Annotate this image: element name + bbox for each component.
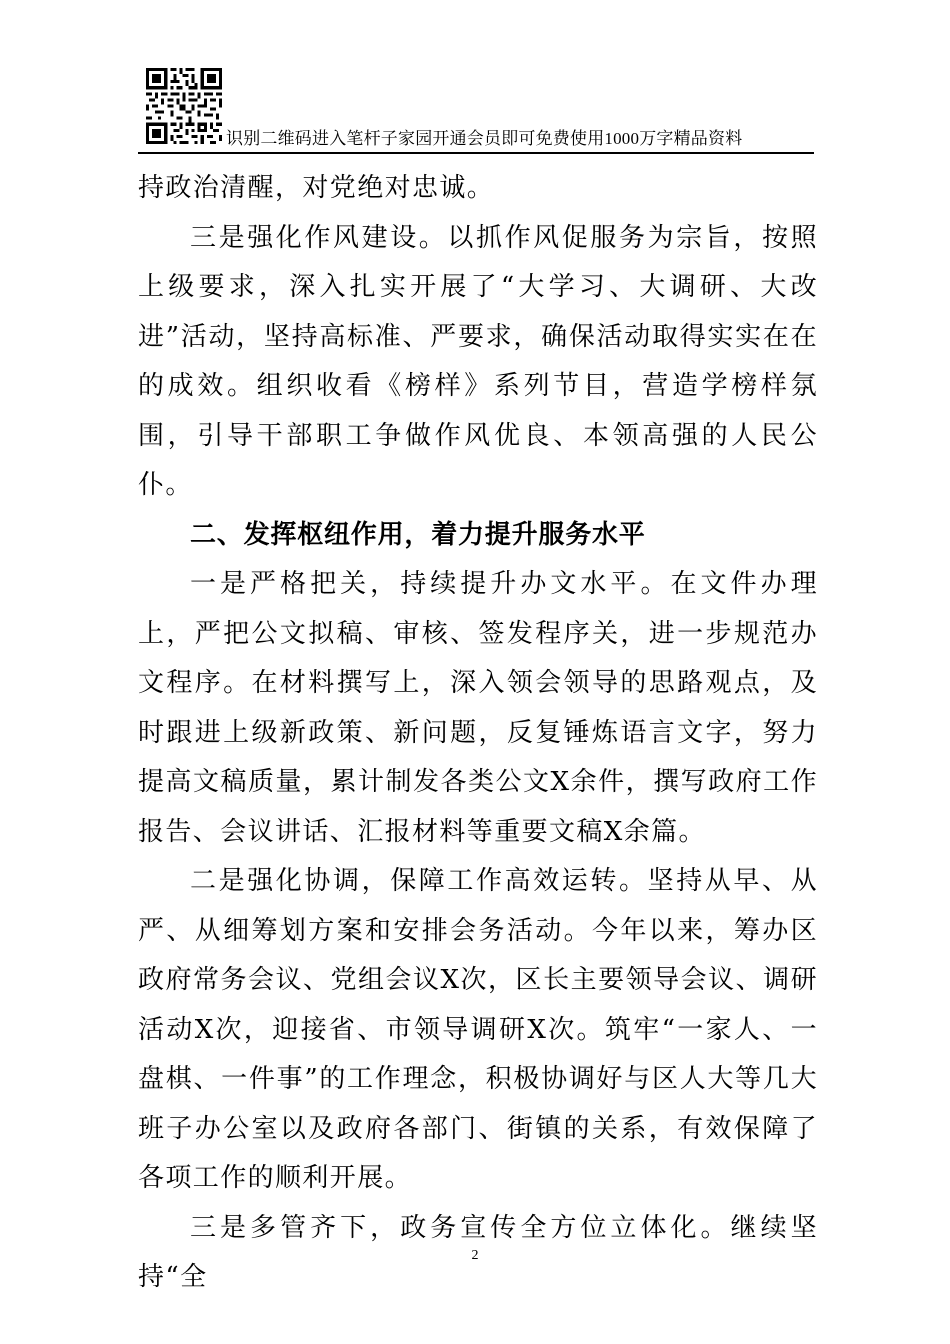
section-heading: 二、发挥枢纽作用，着力提升服务水平 xyxy=(190,519,646,550)
page-header xyxy=(138,68,814,154)
page-number: 2 xyxy=(471,1248,479,1263)
header-promo-text: 识别二维码进入笔杆子家园开通会员即可免费使用1000万字精品资料 xyxy=(226,129,743,148)
paragraph-document-handling: 一是严格把关，持续提升办文水平。在文件办理上，严把公文拟稿、审核、签发程序关，进一步规范办文程序。在材料撰写上，深入领会领导的思路观点，及时跟进上级新政策、新问题，反复锤炼语言文字，努力提高文稿质量，累计制发各类公文X余件，撰写政府工作报告、会议讲话、汇报材料等重要文稿X余篇。 xyxy=(138,569,818,847)
qr-code-icon xyxy=(146,68,222,144)
document-body xyxy=(138,164,818,1303)
paragraph-publicity: 三是多管齐下，政务宣传全方位立体化。继续坚持“全 xyxy=(138,1212,818,1292)
paragraph-continuation: 持政治清醒，对党绝对忠诚。 xyxy=(138,173,495,203)
paragraph-style-building: 三是强化作风建设。以抓作风促服务为宗旨，按照上级要求，深入扎实开展了“大学习、大调研、大改进”活动，坚持高标准、严要求，确保活动取得实实在在的成效。组织收看《榜样》系列节目，营造学榜样氛围，引导干部职工争做作风优良、本领高强的人民公仆。 xyxy=(138,222,818,500)
header-divider xyxy=(138,152,814,154)
paragraph-coordination: 二是强化协调，保障工作高效运转。坚持从早、从严、从细筹划方案和安排会务活动。今年以来，筹办区政府常务会议、党组会议X次，区长主要领导会议、调研活动X次，迎接省、市领导调研X次。筑牢“一家人、一盘棋、一件事”的工作理念，积极协调好与区人大等几大班子办公室以及政府各部门、街镇的关系，有效保障了各项工作的顺利开展。 xyxy=(138,866,818,1193)
